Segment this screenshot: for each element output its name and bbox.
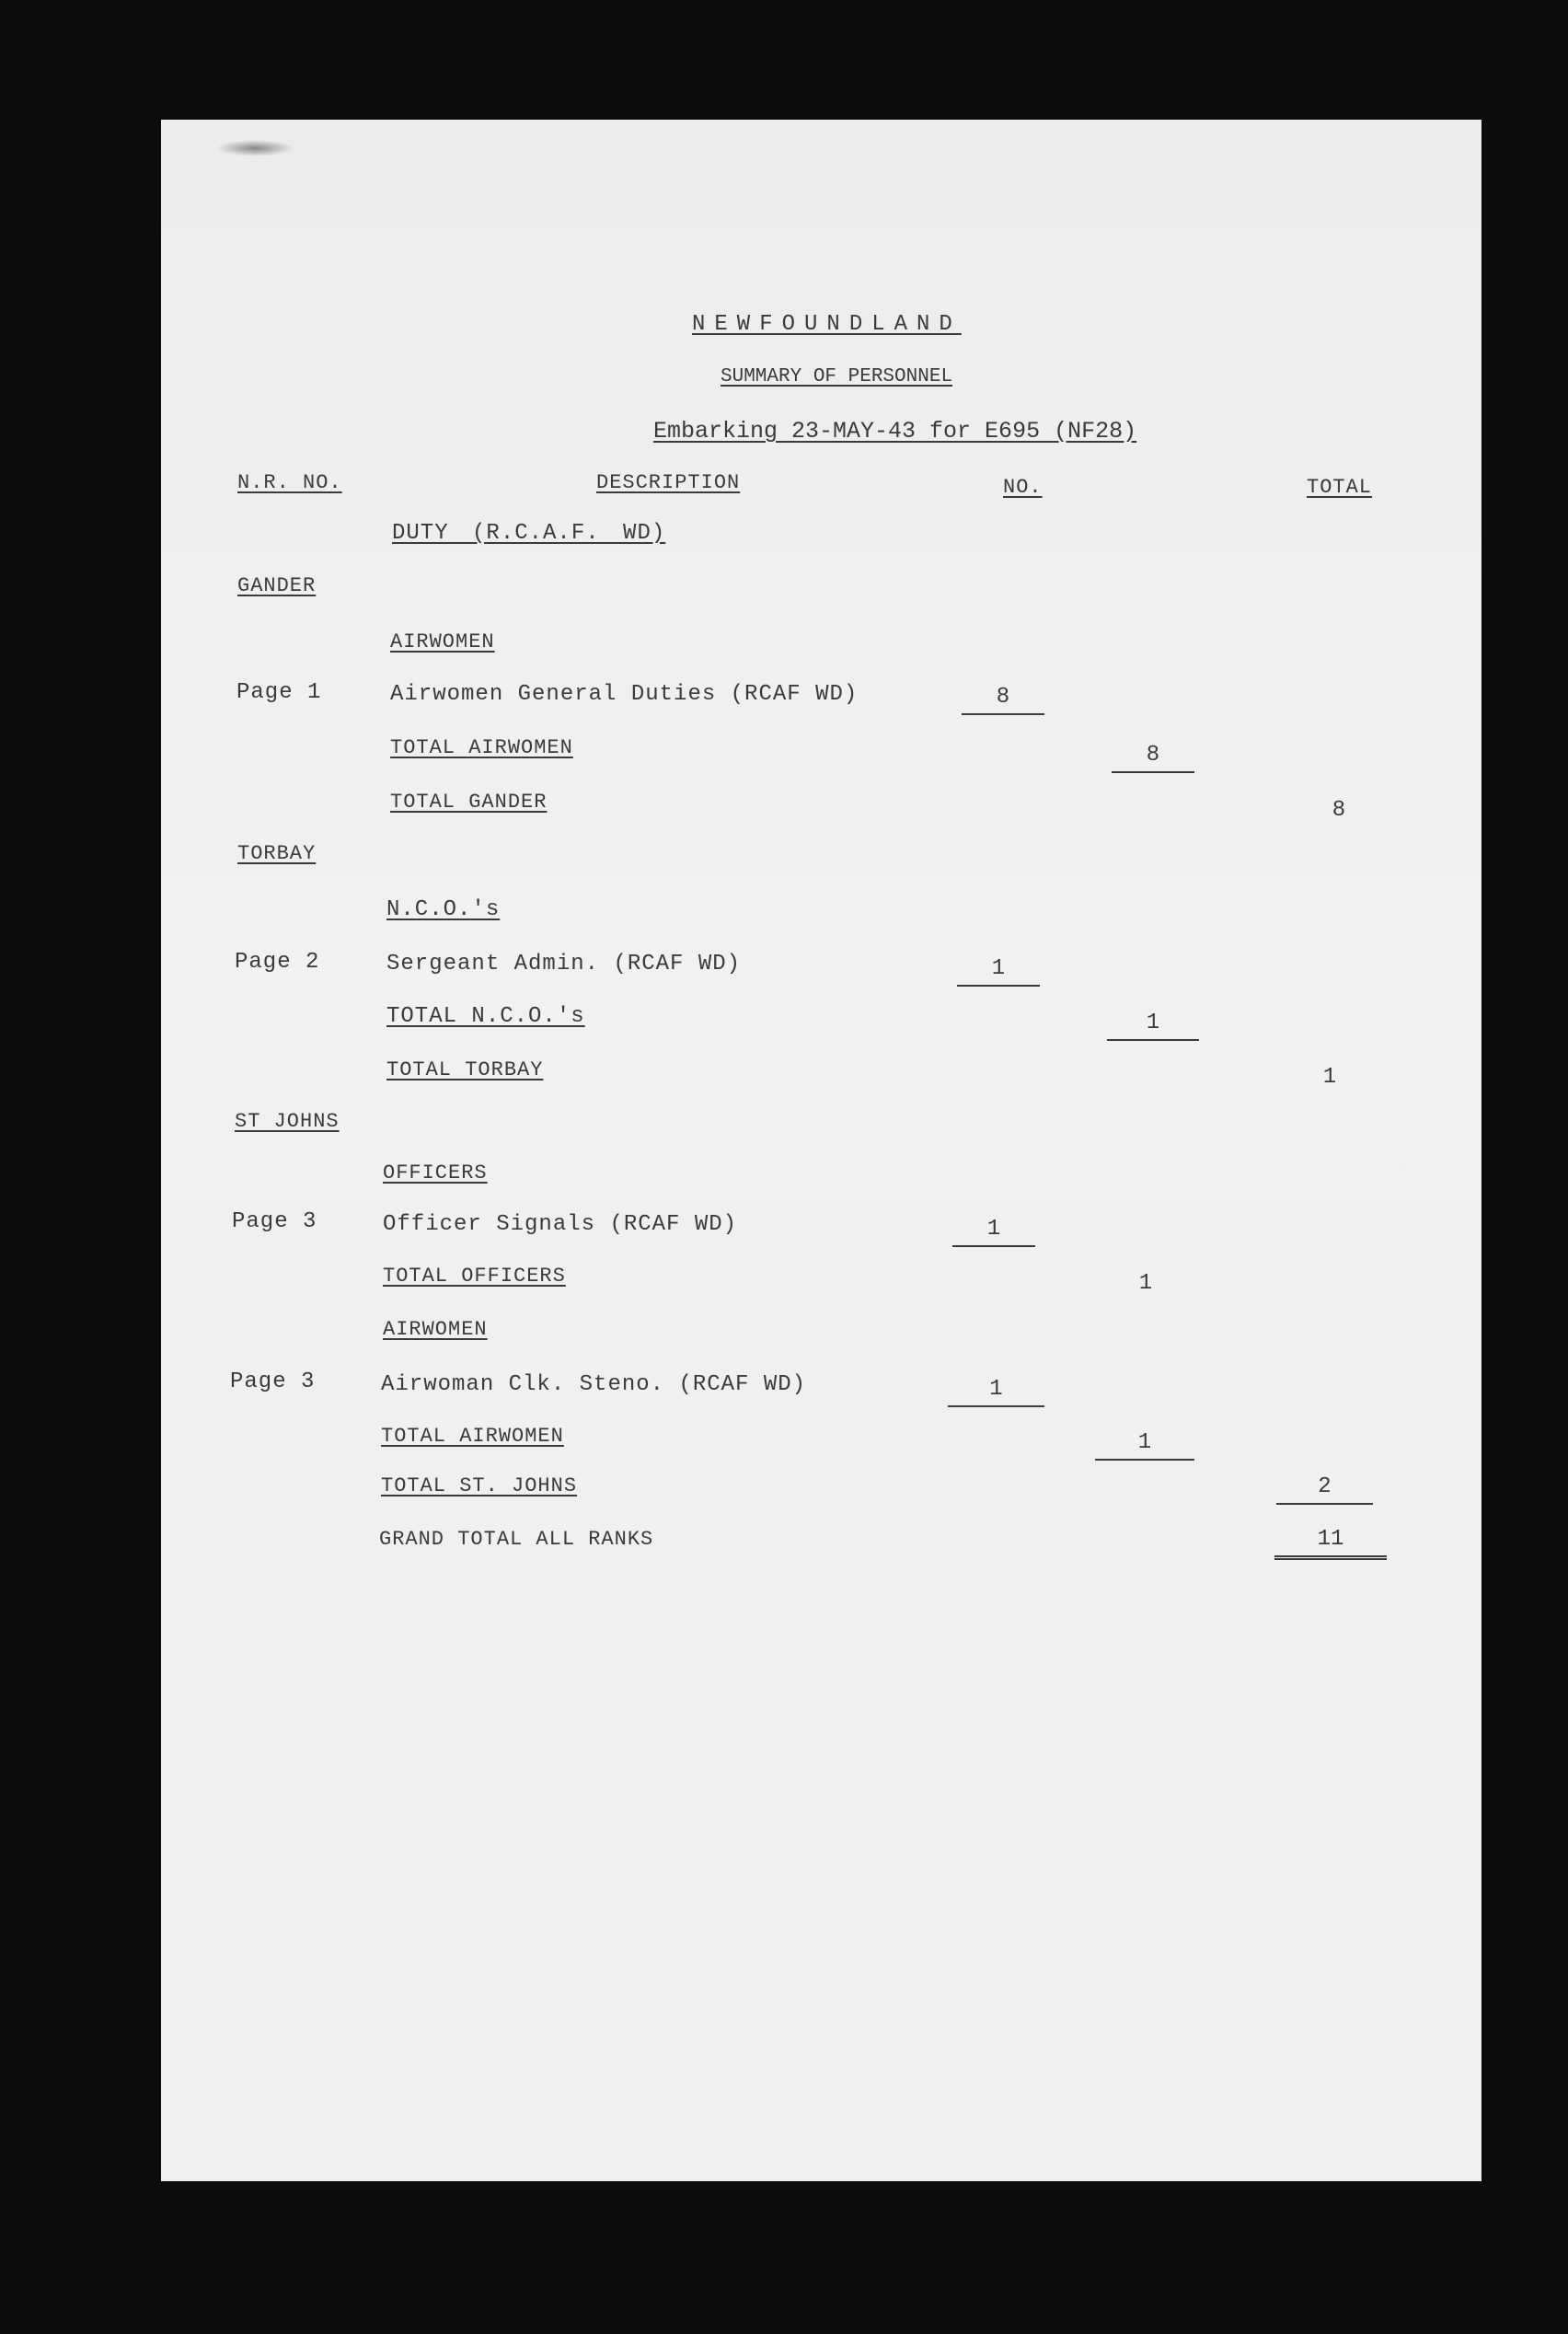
column-total: TOTAL xyxy=(1307,476,1373,499)
item-count: 8 xyxy=(962,684,1044,715)
document-subtitle: SUMMARY OF PERSONNEL xyxy=(721,366,953,387)
column-nr-no: N.R. NO. xyxy=(237,471,342,494)
grand-total-label: GRAND TOTAL ALL RANKS xyxy=(379,1528,654,1551)
document-title: NEWFOUNDLAND xyxy=(692,312,962,337)
location-total: 8 xyxy=(1332,798,1346,823)
page-ref: Page 3 xyxy=(232,1209,317,1234)
group-airwomen-st-johns: AIRWOMEN xyxy=(383,1318,488,1341)
subtotal-label: TOTAL AIRWOMEN xyxy=(381,1425,564,1448)
group-ncos: N.C.O.'s xyxy=(386,897,501,922)
column-no: NO. xyxy=(1003,476,1043,499)
item-count: 1 xyxy=(952,1216,1035,1247)
grand-total-value: 11 xyxy=(1274,1526,1387,1560)
subtotal-count: 8 xyxy=(1112,742,1194,773)
page-ref: Page 1 xyxy=(236,680,322,705)
location-total-label: TOTAL GANDER xyxy=(390,791,548,814)
item-description: Officer Signals (RCAF WD) xyxy=(383,1212,738,1237)
item-count: 1 xyxy=(948,1376,1044,1407)
location-gander: GANDER xyxy=(237,574,317,597)
group-officers: OFFICERS xyxy=(383,1161,488,1184)
embarking-line: Embarking 23-MAY-43 for E695 (NF28) xyxy=(653,418,1137,445)
page-ref: Page 2 xyxy=(235,950,320,975)
column-description: DESCRIPTION xyxy=(596,471,741,494)
subtotal-count: 1 xyxy=(1107,1010,1199,1041)
subtotal-label: TOTAL AIRWOMEN xyxy=(390,736,573,759)
location-total-label: TOTAL TORBAY xyxy=(386,1058,544,1081)
item-count: 1 xyxy=(957,955,1040,987)
subtotal-label: TOTAL N.C.O.'s xyxy=(386,1004,585,1029)
group-airwomen-gander: AIRWOMEN xyxy=(390,630,495,653)
location-total: 1 xyxy=(1322,1065,1337,1090)
duty-heading: DUTY (R.C.A.F. WD) xyxy=(392,521,666,546)
item-description: Sergeant Admin. (RCAF WD) xyxy=(386,952,742,976)
location-total-label: TOTAL ST. JOHNS xyxy=(381,1474,578,1497)
item-description: Airwomen General Duties (RCAF WD) xyxy=(390,682,859,707)
subtotal-count: 1 xyxy=(1138,1271,1153,1296)
page-ref: Page 3 xyxy=(230,1369,316,1394)
smudge-mark xyxy=(216,140,294,156)
item-description: Airwoman Clk. Steno. (RCAF WD) xyxy=(381,1372,807,1397)
subtotal-label: TOTAL OFFICERS xyxy=(383,1265,566,1288)
subtotal-count: 1 xyxy=(1095,1429,1194,1461)
location-torbay: TORBAY xyxy=(237,842,317,865)
location-total: 2 xyxy=(1276,1473,1373,1505)
location-st-johns: ST JOHNS xyxy=(235,1110,340,1133)
